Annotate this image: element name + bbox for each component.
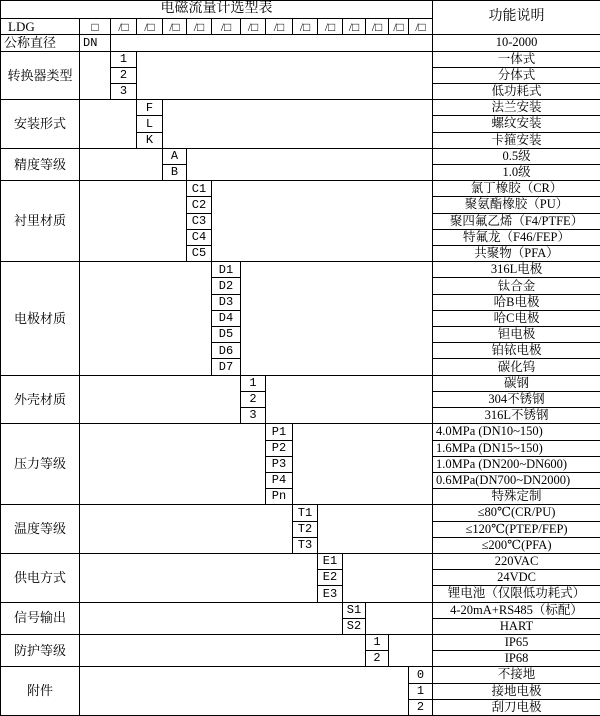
group-label: 温度等级	[1, 505, 80, 554]
code-cell: D3	[212, 294, 241, 310]
empty-cell	[163, 100, 433, 149]
empty-cell	[80, 602, 343, 634]
model-slot-box: /□	[266, 19, 293, 35]
function-desc-cell: 4.0MPa (DN10~150)	[433, 424, 600, 440]
code-cell: E3	[318, 586, 343, 602]
empty-cell	[389, 634, 433, 666]
function-desc-cell: 法兰安装	[433, 100, 600, 116]
group-label: 外壳材质	[1, 375, 80, 424]
code-cell: P3	[266, 456, 293, 472]
function-desc-cell: IP68	[433, 651, 600, 667]
code-cell: K	[137, 132, 163, 148]
code-cell: C3	[187, 213, 212, 229]
function-desc-cell: 碳钢	[433, 375, 600, 391]
function-desc-cell: 1.0级	[433, 165, 600, 181]
function-desc-cell: HART	[433, 618, 600, 634]
function-desc-cell: 316L电极	[433, 262, 600, 278]
group-label: 转换器类型	[1, 51, 80, 100]
code-cell: P2	[266, 440, 293, 456]
empty-cell	[111, 35, 433, 51]
code-cell: T2	[293, 521, 318, 537]
code-cell: D2	[212, 278, 241, 294]
empty-cell	[80, 375, 241, 424]
code-cell: T1	[293, 505, 318, 521]
function-desc-cell: 碳化钨	[433, 359, 600, 375]
group-label: 精度等级	[1, 148, 80, 180]
code-cell: E2	[318, 570, 343, 586]
empty-cell	[137, 51, 433, 100]
function-desc-cell: 钛合金	[433, 278, 600, 294]
model-slot-box: /□	[187, 19, 212, 35]
empty-cell	[80, 424, 266, 505]
function-desc-cell: 分体式	[433, 67, 600, 83]
model-slot-box: /□	[318, 19, 343, 35]
code-cell: P1	[266, 424, 293, 440]
function-desc-cell: 316L不锈钢	[433, 408, 600, 424]
code-cell: T3	[293, 537, 318, 553]
code-cell: C4	[187, 229, 212, 245]
empty-cell	[80, 100, 137, 149]
group-label: 供电方式	[1, 553, 80, 602]
table-title: 电磁流量计选型表	[1, 1, 433, 19]
code-cell: L	[137, 116, 163, 132]
function-desc-cell: 共聚物（PFA）	[433, 246, 600, 262]
function-desc-cell: 10-2000	[433, 35, 600, 51]
function-desc-cell: 304不锈钢	[433, 391, 600, 407]
code-cell: 2	[409, 699, 433, 715]
empty-cell	[80, 667, 409, 716]
group-label: 压力等级	[1, 424, 80, 505]
model-slot-box: /□	[293, 19, 318, 35]
empty-cell	[80, 262, 212, 375]
function-desc-cell: ≤200℃(PFA)	[433, 537, 600, 553]
code-cell: 2	[241, 391, 266, 407]
code-cell: 3	[241, 408, 266, 424]
function-desc-cell: 0.5级	[433, 148, 600, 164]
function-desc-cell: ≤120℃(PTEP/FEP)	[433, 521, 600, 537]
function-desc-cell: 锂电池（仅限低功耗式）	[433, 586, 600, 602]
model-slot-box: /□	[163, 19, 187, 35]
function-desc-cell: 螺纹安装	[433, 116, 600, 132]
group-label: 公称直径	[1, 35, 80, 51]
code-cell: DN	[80, 35, 111, 51]
group-label: 附件	[1, 667, 80, 716]
empty-cell	[266, 375, 433, 424]
function-desc-cell: 一体式	[433, 51, 600, 67]
model-prefix: LDG	[1, 19, 80, 35]
model-slot-box: /□	[212, 19, 241, 35]
code-cell: F	[137, 100, 163, 116]
function-desc-cell: 铂铱电极	[433, 343, 600, 359]
code-cell: S1	[343, 602, 366, 618]
empty-cell	[80, 181, 187, 262]
empty-cell	[366, 602, 433, 634]
function-desc-cell: 低功耗式	[433, 84, 600, 100]
code-cell: Pn	[266, 489, 293, 505]
code-cell: B	[163, 165, 187, 181]
code-cell: D6	[212, 343, 241, 359]
function-desc-cell: 钽电极	[433, 327, 600, 343]
function-desc-cell: 1.0MPa (DN200~DN600)	[433, 456, 600, 472]
empty-cell	[80, 505, 293, 554]
code-cell: D4	[212, 310, 241, 326]
code-cell: 1	[366, 634, 389, 650]
code-cell: A	[163, 148, 187, 164]
code-cell: D1	[212, 262, 241, 278]
model-slot-box: /□	[409, 19, 433, 35]
function-desc-cell: 0.6MPa(DN700~DN2000)	[433, 472, 600, 488]
empty-cell	[318, 505, 433, 554]
model-base-box: □	[80, 19, 111, 35]
function-desc-cell: 聚四氟乙烯（F4/PTFE）	[433, 213, 600, 229]
code-cell: D5	[212, 327, 241, 343]
code-cell: P4	[266, 472, 293, 488]
function-desc-cell: 220VAC	[433, 553, 600, 569]
empty-cell	[212, 181, 433, 262]
model-slot-box: /□	[389, 19, 409, 35]
empty-cell	[80, 553, 318, 602]
code-cell: 2	[111, 67, 137, 83]
empty-cell	[187, 148, 433, 180]
group-label: 电极材质	[1, 262, 80, 375]
function-desc-cell: 卡箍安装	[433, 132, 600, 148]
empty-cell	[80, 51, 111, 100]
model-slot-box: /□	[366, 19, 389, 35]
model-slot-box: /□	[111, 19, 137, 35]
function-desc-cell: ≤80℃(CR/PU)	[433, 505, 600, 521]
function-column-header: 功能说明	[433, 1, 600, 35]
function-desc-cell: 1.6MPa (DN15~150)	[433, 440, 600, 456]
model-slot-box: /□	[241, 19, 266, 35]
function-desc-cell: 刮刀电极	[433, 699, 600, 715]
function-desc-cell: IP65	[433, 634, 600, 650]
code-cell: S2	[343, 618, 366, 634]
code-cell: 3	[111, 84, 137, 100]
model-slot-box: /□	[137, 19, 163, 35]
function-desc-cell: 聚氨酯橡胶（PU）	[433, 197, 600, 213]
group-label: 安装形式	[1, 100, 80, 149]
code-cell: 2	[366, 651, 389, 667]
code-cell: 0	[409, 667, 433, 683]
group-label: 信号输出	[1, 602, 80, 634]
code-cell: 1	[241, 375, 266, 391]
function-desc-cell: 特殊定制	[433, 489, 600, 505]
code-cell: C2	[187, 197, 212, 213]
function-desc-cell: 氯丁橡胶（CR）	[433, 181, 600, 197]
code-cell: 1	[409, 683, 433, 699]
function-desc-cell: 24VDC	[433, 570, 600, 586]
model-slot-box: /□	[343, 19, 366, 35]
code-cell: C5	[187, 246, 212, 262]
function-desc-cell: 哈B电极	[433, 294, 600, 310]
group-label: 衬里材质	[1, 181, 80, 262]
empty-cell	[343, 553, 433, 602]
empty-cell	[80, 634, 366, 666]
function-desc-cell: 不接地	[433, 667, 600, 683]
code-cell: E1	[318, 553, 343, 569]
group-label: 防护等级	[1, 634, 80, 666]
code-cell: D7	[212, 359, 241, 375]
code-cell: 1	[111, 51, 137, 67]
function-desc-cell: 4-20mA+RS485（标配）	[433, 602, 600, 618]
empty-cell	[80, 148, 163, 180]
code-cell: C1	[187, 181, 212, 197]
empty-cell	[241, 262, 433, 375]
function-desc-cell: 哈C电极	[433, 310, 600, 326]
function-desc-cell: 特氟龙（F46/FEP）	[433, 229, 600, 245]
function-desc-cell: 接地电极	[433, 683, 600, 699]
empty-cell	[293, 424, 433, 505]
